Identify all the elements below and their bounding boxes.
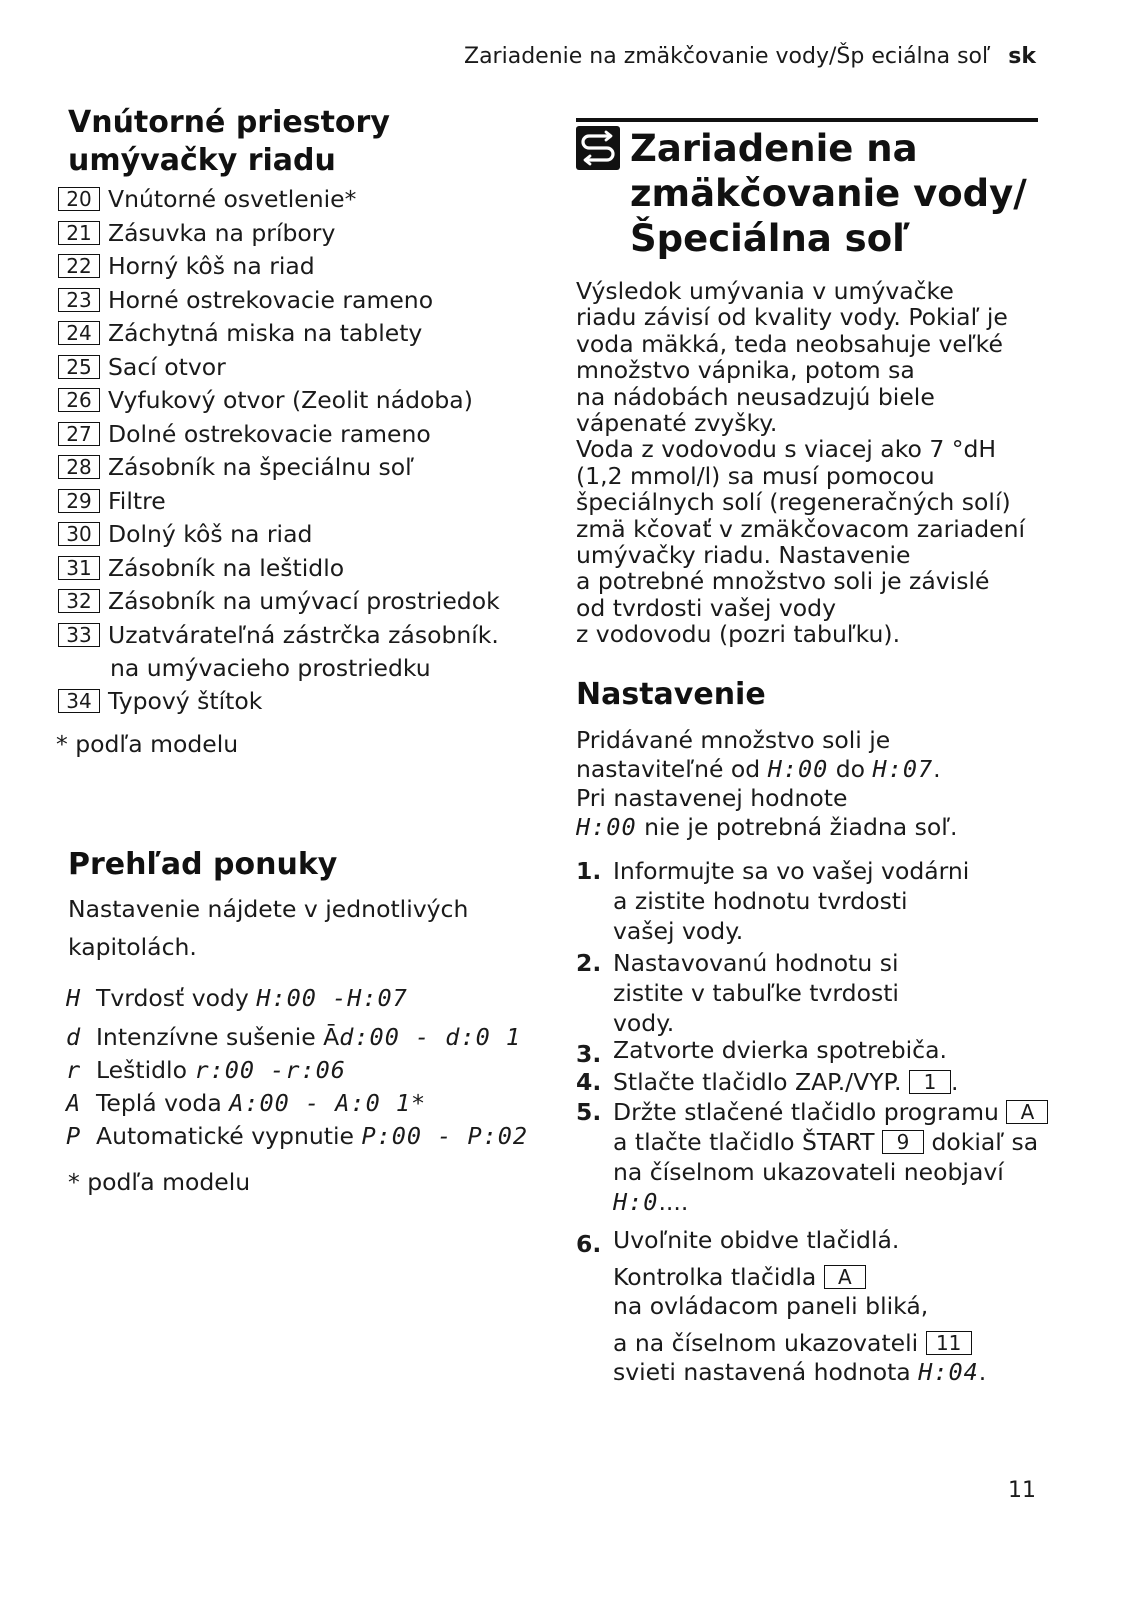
- text-line: a potrebné množstvo soli je závislé: [576, 567, 990, 596]
- language-code: sk: [1008, 44, 1036, 69]
- interior-heading-line1: Vnútorné priestory: [68, 105, 390, 140]
- step-number: 4.: [576, 1068, 602, 1096]
- key-9-label: 9: [882, 1130, 924, 1154]
- part-label: Zásobník na špeciálnu soľ: [108, 453, 414, 481]
- text-fragment: a tlačte tlačidlo ŠTART: [613, 1128, 875, 1156]
- text-line: riadu závisí od kvality vody. Pokiaľ je: [576, 303, 1008, 332]
- part-label: Zásuvka na príbory: [108, 218, 336, 247]
- section-title-block: [576, 118, 1038, 261]
- text-line: Zatvorte dvierka spotrebiča.: [613, 1036, 947, 1064]
- text-fragment: dokiaľ sa: [931, 1128, 1039, 1156]
- list-item: [58, 685, 538, 719]
- text-line: Výsledok umývania v umývačke: [576, 277, 954, 305]
- display-symbol: A: [66, 1089, 81, 1117]
- display-symbol: r: [66, 1056, 81, 1084]
- part-number: 30: [58, 522, 100, 546]
- text-line: zistite v tabuľke tvrdosti: [613, 979, 899, 1007]
- step-6-display: [613, 1329, 1066, 1387]
- part-label: Horné ostrekovacie rameno: [108, 285, 434, 314]
- display-value: H:00: [767, 755, 829, 783]
- part-number: 20: [58, 187, 100, 211]
- intro-paragraph: [576, 278, 1025, 648]
- display-value: H:00: [576, 813, 637, 841]
- part-number: 34: [58, 689, 100, 713]
- display-11-label: 11: [926, 1331, 972, 1355]
- text-fragment: .: [950, 1068, 959, 1096]
- key-a-label: A: [1006, 1100, 1048, 1124]
- text-fragment: .: [933, 755, 941, 783]
- menu-item-label: Intenzívne sušenie Ā: [96, 1023, 340, 1051]
- text-line: Uvoľnite obidve tlačidlá.: [613, 1226, 900, 1254]
- text-fragment: .: [978, 1358, 987, 1386]
- part-label: Vnútorné osvetlenie*: [108, 185, 357, 213]
- part-number: 26: [58, 388, 100, 412]
- setting-steps: [576, 856, 1066, 1387]
- text-fragment: Držte stlačené tlačidlo programu: [613, 1098, 999, 1126]
- list-item: [58, 485, 538, 519]
- setting-paragraph: [576, 726, 958, 842]
- text-line: z vodovodu (pozri tabuľku).: [576, 620, 901, 649]
- text-line: na číselnom ukazovateli neobjaví: [613, 1158, 1004, 1186]
- text-line: špeciálnych solí (regeneračných solí): [576, 488, 1011, 517]
- text-line: množstvo vápnika, potom sa: [576, 356, 915, 385]
- text-line: Pri nastavenej hodnote: [576, 784, 848, 812]
- part-label: Uzatvárateľná zástrčka zásobník.: [108, 620, 499, 649]
- key-1-label: 1: [909, 1070, 951, 1094]
- page-number: 11: [1008, 1478, 1036, 1503]
- part-number: 31: [58, 556, 100, 580]
- text-line: umývačky riadu. Nastavenie: [576, 541, 911, 570]
- list-item: [58, 552, 538, 586]
- text-fragment: a na číselnom ukazovateli: [613, 1329, 919, 1357]
- list-item: [58, 183, 538, 217]
- text-line: vody.: [613, 1009, 675, 1037]
- list-item: [58, 250, 538, 284]
- text-line: na ovládacom paneli bliká,: [613, 1292, 929, 1320]
- text-fragment: Kontrolka tlačidla: [613, 1263, 817, 1291]
- list-item: [66, 1087, 528, 1120]
- water-softener-icon: [576, 126, 620, 170]
- step-6-detail: [613, 1263, 1066, 1321]
- display-symbol: d: [66, 1023, 81, 1051]
- part-label: Typový štítok: [108, 687, 263, 715]
- step-item: [576, 1067, 1066, 1097]
- menu-item-label: Automatické vypnutie: [96, 1122, 354, 1150]
- text-fragment: svieti nastavená hodnota: [613, 1358, 911, 1386]
- list-item: [58, 317, 538, 351]
- footnote: * podľa modelu: [68, 1168, 251, 1196]
- section-title: [630, 122, 1038, 261]
- parts-list: [58, 183, 538, 719]
- text-line: vašej vody.: [613, 917, 744, 945]
- text-line: Voda z vodovodu s viacej ako 7 °dH: [576, 435, 997, 464]
- part-label: Zásobník na umývací prostriedok: [108, 587, 500, 615]
- list-item: [58, 284, 538, 318]
- text-line: od tvrdosti vašej vody: [576, 593, 837, 622]
- section-title-line3: Špeciálna soľ: [630, 217, 910, 260]
- part-number: 32: [58, 589, 100, 613]
- text-line: (1,2 mmol/l) sa musí pomocou: [576, 461, 935, 490]
- step-number: 1.: [576, 857, 602, 885]
- part-label: Sací otvor: [108, 352, 226, 381]
- text-line: zmä kčovať v zmäkčovacom zariadení: [576, 514, 1026, 543]
- part-number: 33: [58, 623, 100, 647]
- list-item: [66, 1054, 528, 1087]
- list-item: [66, 982, 528, 1015]
- part-label: Dolný kôš na riad: [108, 520, 313, 548]
- list-item: [58, 384, 538, 418]
- part-label: Záchytná miska na tablety: [108, 319, 423, 347]
- text-line: nastaviteľné od: [576, 755, 761, 783]
- display-value: H:04: [918, 1358, 979, 1386]
- part-label: Horný kôš na riad: [108, 252, 315, 280]
- section-title-line2: zmäkčovanie vody/: [630, 172, 1027, 215]
- menu-item-range: r:00 -r:06: [194, 1056, 346, 1084]
- step-item: [576, 948, 1066, 1038]
- part-label: Dolné ostrekovacie rameno: [108, 419, 431, 448]
- step-number: 2.: [576, 949, 602, 977]
- interior-heading-line2: umývačky riadu: [68, 143, 336, 178]
- display-value: H:07: [872, 755, 934, 783]
- page-header: [464, 44, 1036, 69]
- menu-item-label: Teplá voda: [96, 1089, 222, 1117]
- part-number: 25: [58, 355, 100, 379]
- menu-item-range: A:00 - A:0 1*: [229, 1089, 427, 1117]
- key-a-label: A: [824, 1265, 866, 1289]
- part-label-continued: na umývacieho prostriedku: [110, 654, 431, 682]
- text-fragment: do: [835, 755, 866, 783]
- list-item: [58, 217, 538, 251]
- list-item: [66, 1120, 528, 1153]
- list-item: [58, 451, 538, 485]
- part-number: 21: [58, 221, 100, 245]
- step-number: 3.: [576, 1040, 602, 1068]
- setting-heading: Nastavenie: [576, 677, 766, 712]
- list-item: [58, 619, 538, 686]
- text-line: Pridávané množstvo soli je: [576, 726, 891, 754]
- menu-intro-line1: Nastavenie nájdete v jednotlivých: [68, 895, 469, 923]
- part-number: 29: [58, 489, 100, 513]
- text-line: Informujte sa vo vašej vodárni: [613, 857, 970, 885]
- interior-heading: [68, 104, 390, 180]
- text-fragment: ....: [658, 1188, 689, 1216]
- text-fragment: nie je potrebná žiadna soľ.: [644, 813, 958, 841]
- menu-intro-line2: kapitolách.: [68, 933, 197, 961]
- part-number: 24: [58, 321, 100, 345]
- menu-overview-list: [66, 982, 528, 1153]
- step-item: [576, 1097, 1066, 1217]
- list-item: [58, 351, 538, 385]
- menu-heading: Prehľad ponuky: [68, 847, 338, 882]
- text-line: Nastavovanú hodnotu si: [613, 949, 899, 977]
- menu-item-range: H:00 -H:07: [256, 984, 408, 1012]
- step-number: 5.: [576, 1098, 602, 1126]
- list-item: [58, 585, 538, 619]
- menu-item-label: Leštidlo: [96, 1056, 187, 1084]
- step-number: 6.: [576, 1230, 602, 1258]
- list-item: [58, 418, 538, 452]
- menu-item-label: Tvrdosť vody: [96, 984, 249, 1012]
- section-title-line1: Zariadenie na: [630, 127, 918, 170]
- list-item: [66, 1021, 528, 1054]
- step-item: [576, 1035, 1066, 1068]
- part-number: 27: [58, 422, 100, 446]
- part-number: 23: [58, 288, 100, 312]
- list-item: [58, 518, 538, 552]
- part-label: Zásobník na leštidlo: [108, 553, 345, 582]
- part-number: 22: [58, 254, 100, 278]
- footnote: * podľa modelu: [56, 730, 239, 758]
- menu-item-range: P:00 - P:02: [361, 1122, 529, 1150]
- part-label: Filtre: [108, 486, 166, 515]
- step-item: [576, 856, 1066, 946]
- menu-intro: [68, 890, 468, 966]
- step-item: [576, 1225, 1066, 1387]
- part-label: Vyfukový otvor (Zeolit nádoba): [108, 386, 473, 414]
- text-line: voda mäkká, teda neobsahuje veľké: [576, 329, 1003, 358]
- text-line: na nádobách neusadzujú biele: [576, 382, 935, 411]
- header-title: Zariadenie na zmäkčovanie vody/Šp eciálna soľ: [464, 44, 991, 69]
- text-line: vápenaté zvyšky.: [576, 409, 778, 438]
- text-line: a zistite hodnotu tvrdosti: [613, 887, 908, 915]
- menu-item-range: d:00 - d:0 1: [339, 1023, 522, 1051]
- text-fragment: Stlačte tlačidlo ZAP./VYP.: [613, 1068, 902, 1096]
- display-symbol: H: [66, 984, 81, 1012]
- display-value: H:0: [613, 1188, 659, 1216]
- display-symbol: P: [66, 1122, 81, 1150]
- part-number: 28: [58, 455, 100, 479]
